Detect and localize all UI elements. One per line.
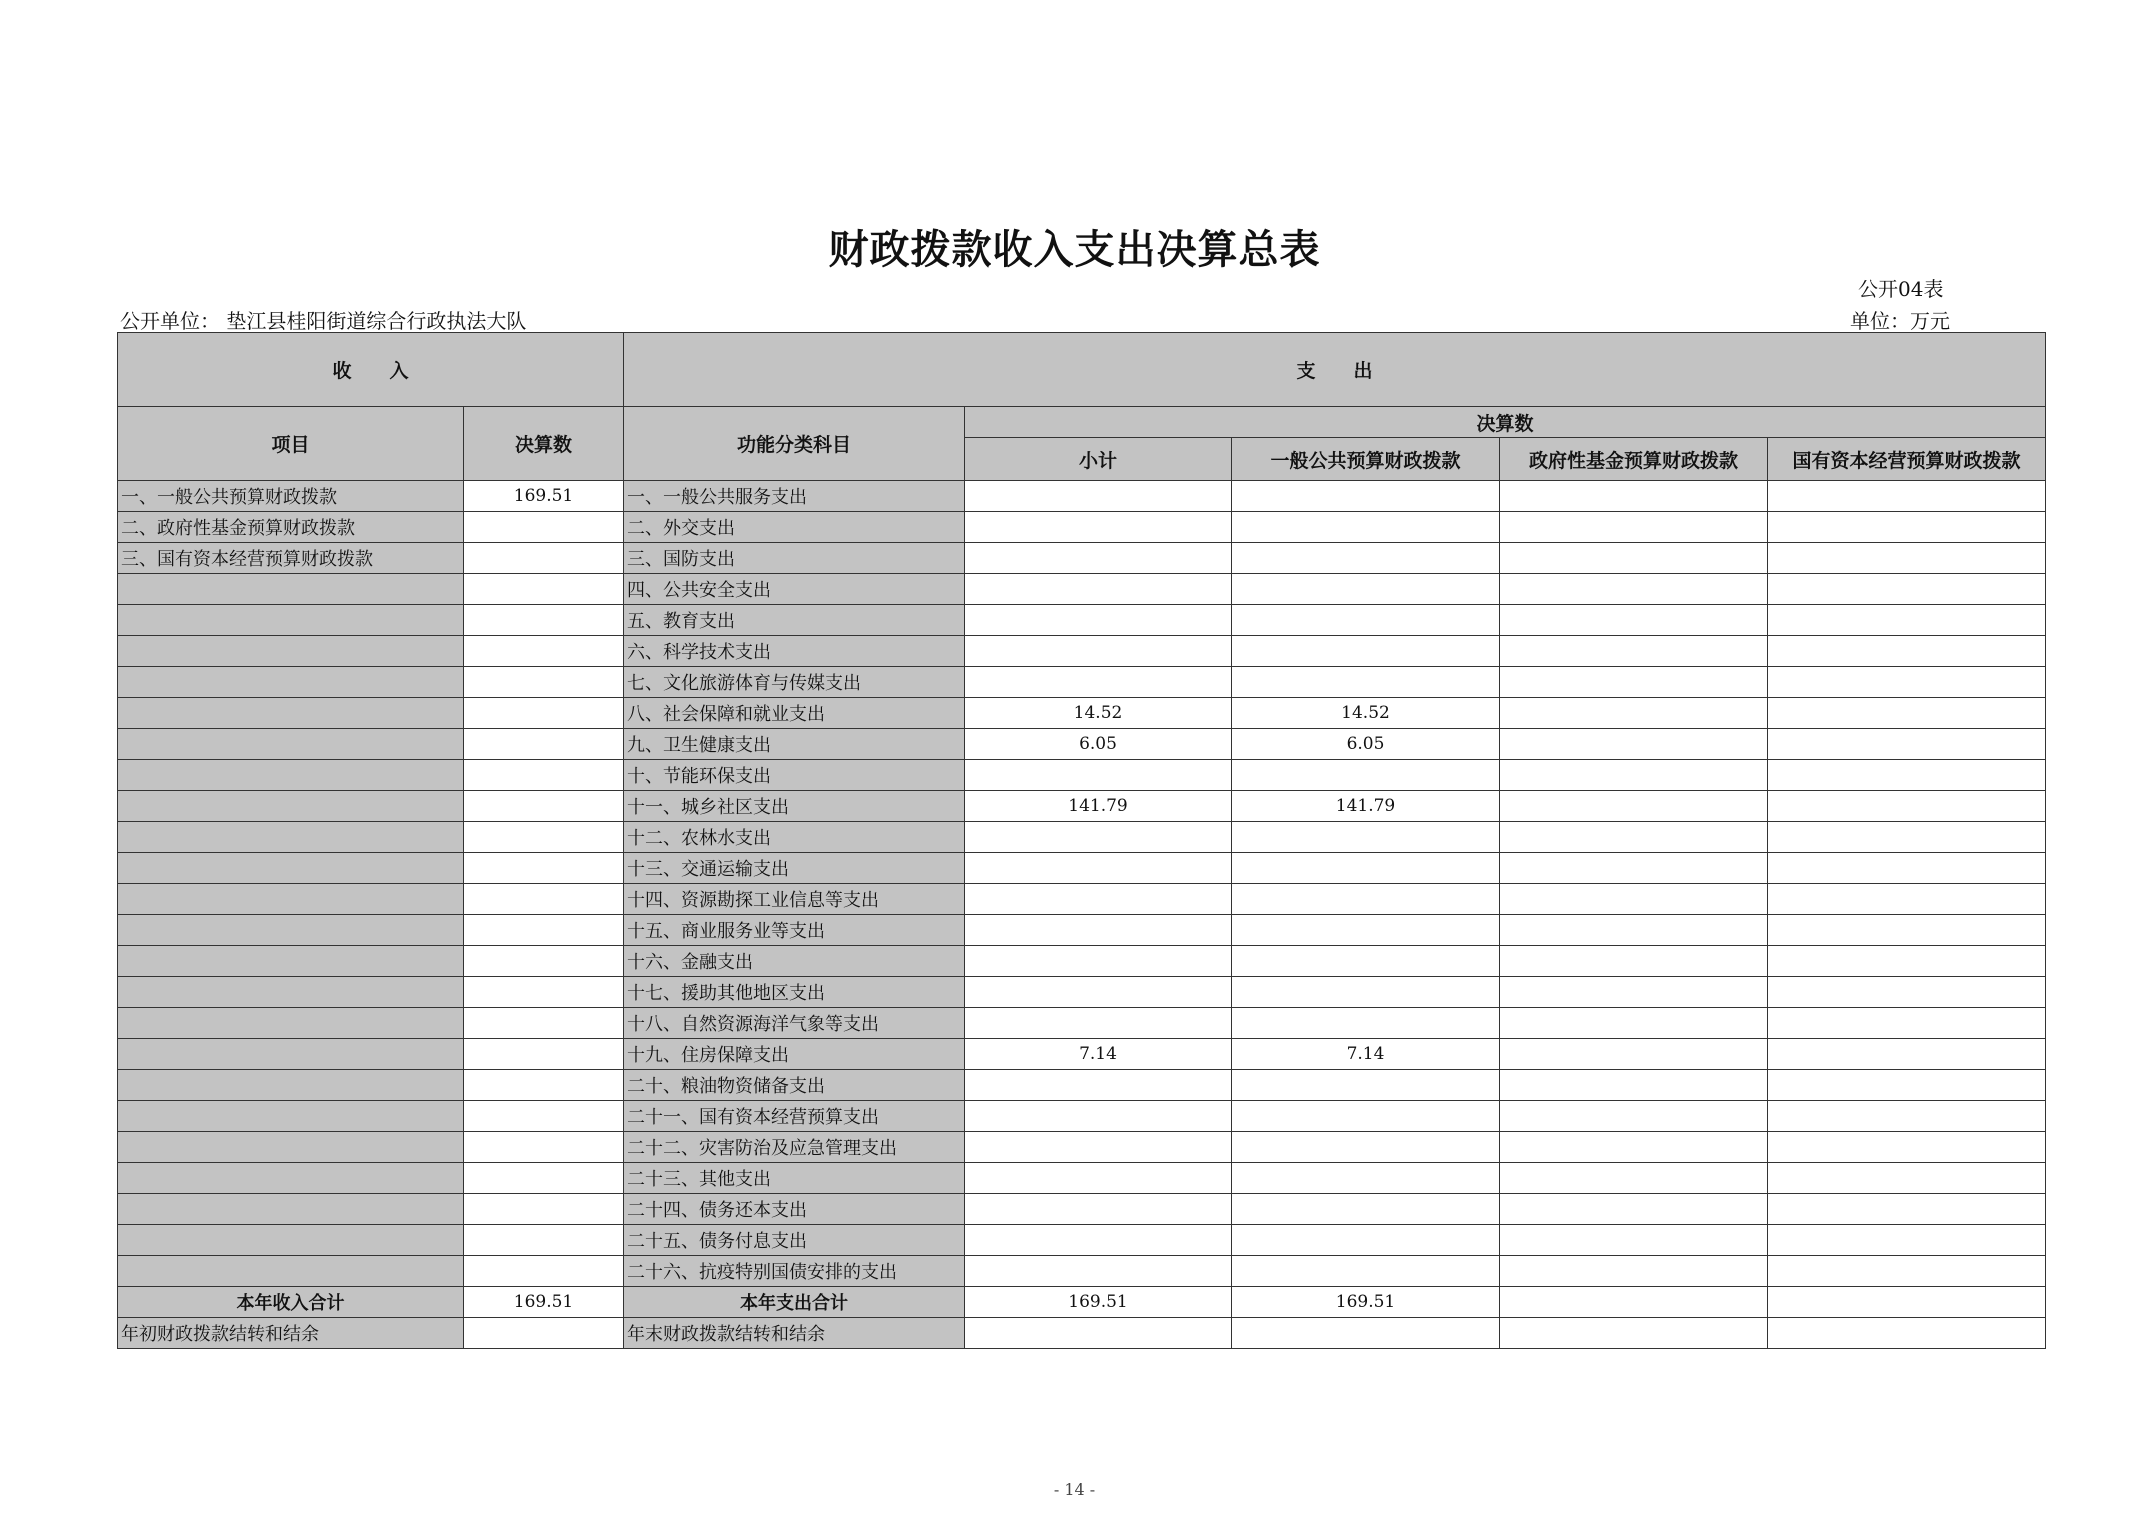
subtotal-cell — [965, 574, 1232, 605]
subtotal-cell: 6.05 — [965, 729, 1232, 760]
subtotal-cell — [965, 512, 1232, 543]
general-budget-cell — [1232, 1008, 1500, 1039]
income-item-cell — [118, 729, 464, 760]
table-body — [118, 481, 2046, 1349]
gov-fund-cell — [1500, 1225, 1768, 1256]
state-capital-cell — [1768, 1008, 2046, 1039]
opening-balance-label: 年初财政拨款结转和结余 — [118, 1318, 464, 1349]
subtotal-cell — [965, 884, 1232, 915]
table-row — [118, 1070, 2046, 1101]
table-row — [118, 1194, 2046, 1225]
expense-item-cell: 十六、金融支出 — [624, 946, 965, 977]
gov-fund-cell — [1500, 1256, 1768, 1287]
total-row — [118, 1287, 2046, 1318]
general-budget-cell — [1232, 1132, 1500, 1163]
income-amount-cell — [464, 1225, 624, 1256]
income-amount-cell — [464, 698, 624, 729]
subtotal-cell — [965, 1070, 1232, 1101]
gov-fund-cell — [1500, 1039, 1768, 1070]
opening-balance-amount — [464, 1318, 624, 1349]
gov-fund-cell — [1500, 946, 1768, 977]
expense-item-cell: 二十二、灾害防治及应急管理支出 — [624, 1132, 965, 1163]
general-budget-cell — [1232, 1101, 1500, 1132]
subtotal-cell — [965, 636, 1232, 667]
expense-item-cell: 十二、农林水支出 — [624, 822, 965, 853]
subtotal-cell — [965, 1008, 1232, 1039]
expense-item-cell: 二十五、债务付息支出 — [624, 1225, 965, 1256]
income-item-cell — [118, 1039, 464, 1070]
general-budget-cell: 141.79 — [1232, 791, 1500, 822]
table-row — [118, 698, 2046, 729]
table-row — [118, 667, 2046, 698]
gov-fund-cell — [1500, 667, 1768, 698]
subtotal-cell — [965, 760, 1232, 791]
table-row — [118, 760, 2046, 791]
income-item-cell — [118, 574, 464, 605]
subtotal-header: 小计 — [965, 438, 1232, 481]
expense-item-cell: 二十六、抗疫特别国债安排的支出 — [624, 1256, 965, 1287]
page-title: 财政拨款收入支出决算总表 — [828, 227, 1321, 273]
state-capital-cell — [1768, 1194, 2046, 1225]
general-budget-cell — [1232, 481, 1500, 512]
table-row — [118, 1132, 2046, 1163]
state-capital-cell — [1768, 636, 2046, 667]
income-amount-cell — [464, 1101, 624, 1132]
subtotal-cell — [965, 822, 1232, 853]
income-amount-cell — [464, 791, 624, 822]
gov-fund-cell — [1500, 543, 1768, 574]
expense-item-cell: 二十、粮油物资储备支出 — [624, 1070, 965, 1101]
expense-item-cell: 二、外交支出 — [624, 512, 965, 543]
gov-fund-cell — [1500, 977, 1768, 1008]
expense-item-cell: 十七、援助其他地区支出 — [624, 977, 965, 1008]
state-capital-header: 国有资本经营预算财政拨款 — [1768, 438, 2046, 481]
income-item-cell — [118, 1008, 464, 1039]
income-item-cell: 二、政府性基金预算财政拨款 — [118, 512, 464, 543]
income-item-cell — [118, 667, 464, 698]
state-capital-cell — [1768, 512, 2046, 543]
general-budget-cell — [1232, 1194, 1500, 1225]
income-amount-cell — [464, 1256, 624, 1287]
state-capital-cell — [1768, 915, 2046, 946]
table-row — [118, 605, 2046, 636]
state-capital-cell — [1768, 853, 2046, 884]
table-row — [118, 1225, 2046, 1256]
table-row — [118, 636, 2046, 667]
income-item-cell — [118, 698, 464, 729]
item-header: 项目 — [118, 407, 464, 481]
expense-item-cell: 七、文化旅游体育与传媒支出 — [624, 667, 965, 698]
subtotal-cell — [965, 667, 1232, 698]
state-capital-cell — [1768, 1039, 2046, 1070]
state-capital-cell — [1768, 698, 2046, 729]
subtotal-cell — [965, 1132, 1232, 1163]
income-item-cell — [118, 977, 464, 1008]
state-capital-cell — [1768, 760, 2046, 791]
income-item-cell — [118, 1256, 464, 1287]
income-amount-cell: 169.51 — [464, 481, 624, 512]
publishing-unit: 公开单位： 垫江县桂阳街道综合行政执法大队 — [120, 309, 527, 333]
income-item-cell — [118, 1225, 464, 1256]
table-row — [118, 574, 2046, 605]
general-budget-cell — [1232, 977, 1500, 1008]
table-row — [118, 915, 2046, 946]
gov-fund-cell — [1500, 636, 1768, 667]
general-budget-cell — [1232, 822, 1500, 853]
general-budget-cell — [1232, 946, 1500, 977]
state-capital-cell — [1768, 574, 2046, 605]
currency-unit: 单位：万元 — [1850, 309, 1950, 333]
income-amount-cell — [464, 946, 624, 977]
subtotal-cell — [965, 915, 1232, 946]
table-row — [118, 543, 2046, 574]
gov-fund-cell — [1500, 1132, 1768, 1163]
subtotal-cell: 7.14 — [965, 1039, 1232, 1070]
expense-item-cell: 二十三、其他支出 — [624, 1163, 965, 1194]
income-item-cell: 一、一般公共预算财政拨款 — [118, 481, 464, 512]
table-row — [118, 946, 2046, 977]
expense-item-cell: 十五、商业服务业等支出 — [624, 915, 965, 946]
income-item-cell — [118, 760, 464, 791]
gov-fund-cell — [1500, 822, 1768, 853]
state-capital-cell — [1768, 605, 2046, 636]
income-amount-cell — [464, 667, 624, 698]
general-budget-cell — [1232, 915, 1500, 946]
general-budget-cell — [1232, 884, 1500, 915]
subtotal-cell — [965, 946, 1232, 977]
closing-state-capital — [1768, 1318, 2046, 1349]
gov-fund-header: 政府性基金预算财政拨款 — [1500, 438, 1768, 481]
gov-fund-cell — [1500, 1163, 1768, 1194]
general-budget-header: 一般公共预算财政拨款 — [1232, 438, 1500, 481]
income-amount-cell — [464, 1070, 624, 1101]
income-amount-cell — [464, 1194, 624, 1225]
general-budget-cell — [1232, 1225, 1500, 1256]
total-income-amount: 169.51 — [464, 1287, 624, 1318]
general-budget-cell: 6.05 — [1232, 729, 1500, 760]
income-amount-cell — [464, 884, 624, 915]
income-amount-cell — [464, 636, 624, 667]
expense-item-cell: 三、国防支出 — [624, 543, 965, 574]
table-row — [118, 729, 2046, 760]
gov-fund-cell — [1500, 853, 1768, 884]
general-budget-cell — [1232, 543, 1500, 574]
table-row — [118, 1256, 2046, 1287]
general-budget-cell — [1232, 853, 1500, 884]
expense-item-cell: 五、教育支出 — [624, 605, 965, 636]
total-general: 169.51 — [1232, 1287, 1500, 1318]
subtotal-cell — [965, 1225, 1232, 1256]
gov-fund-cell — [1500, 698, 1768, 729]
income-amount-cell — [464, 822, 624, 853]
table-row — [118, 1008, 2046, 1039]
income-amount-cell — [464, 853, 624, 884]
general-budget-cell — [1232, 574, 1500, 605]
subtotal-cell — [965, 1101, 1232, 1132]
table-row — [118, 853, 2046, 884]
subtotal-cell: 141.79 — [965, 791, 1232, 822]
final-amount-header: 决算数 — [965, 407, 2046, 438]
income-amount-cell — [464, 605, 624, 636]
func-category-header: 功能分类科目 — [624, 407, 965, 481]
table-row — [118, 481, 2046, 512]
gov-fund-cell — [1500, 512, 1768, 543]
income-item-cell — [118, 791, 464, 822]
expense-item-cell: 二十一、国有资本经营预算支出 — [624, 1101, 965, 1132]
closing-balance-label: 年末财政拨款结转和结余 — [624, 1318, 965, 1349]
gov-fund-cell — [1500, 1008, 1768, 1039]
table-row — [118, 822, 2046, 853]
income-amount-cell — [464, 1039, 624, 1070]
general-budget-cell — [1232, 667, 1500, 698]
gov-fund-cell — [1500, 1194, 1768, 1225]
expense-item-cell: 二十四、债务还本支出 — [624, 1194, 965, 1225]
state-capital-cell — [1768, 1225, 2046, 1256]
income-item-cell — [118, 915, 464, 946]
table-row — [118, 977, 2046, 1008]
expense-item-cell: 十三、交通运输支出 — [624, 853, 965, 884]
table-row — [118, 884, 2046, 915]
gov-fund-cell — [1500, 574, 1768, 605]
income-item-cell — [118, 1070, 464, 1101]
subtotal-cell — [965, 853, 1232, 884]
budget-table — [117, 332, 2046, 1349]
general-budget-cell: 14.52 — [1232, 698, 1500, 729]
general-budget-cell — [1232, 512, 1500, 543]
table-row — [118, 1101, 2046, 1132]
income-item-cell — [118, 1163, 464, 1194]
state-capital-cell — [1768, 791, 2046, 822]
expense-item-cell: 八、社会保障和就业支出 — [624, 698, 965, 729]
income-amount-cell — [464, 543, 624, 574]
expense-item-cell: 十九、住房保障支出 — [624, 1039, 965, 1070]
income-amount-cell — [464, 760, 624, 791]
income-amount-cell — [464, 574, 624, 605]
expense-item-cell: 六、科学技术支出 — [624, 636, 965, 667]
closing-general — [1232, 1318, 1500, 1349]
income-item-cell — [118, 884, 464, 915]
gov-fund-cell — [1500, 760, 1768, 791]
subtotal-cell — [965, 1256, 1232, 1287]
subtotal-cell: 14.52 — [965, 698, 1232, 729]
table-row — [118, 512, 2046, 543]
gov-fund-cell — [1500, 884, 1768, 915]
state-capital-cell — [1768, 1101, 2046, 1132]
state-capital-cell — [1768, 977, 2046, 1008]
income-item-cell — [118, 1194, 464, 1225]
state-capital-cell — [1768, 543, 2046, 574]
general-budget-cell — [1232, 1256, 1500, 1287]
income-header: 收 入 — [118, 333, 624, 407]
income-item-cell — [118, 1101, 464, 1132]
general-budget-cell — [1232, 1163, 1500, 1194]
subtotal-cell — [965, 543, 1232, 574]
state-capital-cell — [1768, 884, 2046, 915]
state-capital-cell — [1768, 822, 2046, 853]
table-container — [117, 332, 2045, 1349]
income-amount-cell — [464, 512, 624, 543]
income-amount-cell — [464, 729, 624, 760]
general-budget-cell — [1232, 760, 1500, 791]
table-row — [118, 1039, 2046, 1070]
total-gov-fund — [1500, 1287, 1768, 1318]
gov-fund-cell — [1500, 481, 1768, 512]
subtotal-cell — [965, 977, 1232, 1008]
gov-fund-cell — [1500, 915, 1768, 946]
income-item-cell — [118, 605, 464, 636]
total-subtotal: 169.51 — [965, 1287, 1232, 1318]
expense-item-cell: 十八、自然资源海洋气象等支出 — [624, 1008, 965, 1039]
subtotal-cell — [965, 605, 1232, 636]
total-expense-label: 本年支出合计 — [624, 1287, 965, 1318]
total-income-label: 本年收入合计 — [118, 1287, 464, 1318]
table-row — [118, 791, 2046, 822]
general-budget-cell — [1232, 605, 1500, 636]
closing-subtotal — [965, 1318, 1232, 1349]
income-amount-cell — [464, 1163, 624, 1194]
state-capital-cell — [1768, 946, 2046, 977]
subtotal-cell — [965, 1194, 1232, 1225]
expense-item-cell: 十、节能环保支出 — [624, 760, 965, 791]
state-capital-cell — [1768, 1132, 2046, 1163]
subtotal-cell — [965, 1163, 1232, 1194]
balance-row — [118, 1318, 2046, 1349]
income-amount-cell — [464, 1008, 624, 1039]
income-item-cell: 三、国有资本经营预算财政拨款 — [118, 543, 464, 574]
income-amount-cell — [464, 977, 624, 1008]
closing-gov-fund — [1500, 1318, 1768, 1349]
income-item-cell — [118, 1132, 464, 1163]
income-item-cell — [118, 822, 464, 853]
gov-fund-cell — [1500, 605, 1768, 636]
state-capital-cell — [1768, 729, 2046, 760]
state-capital-cell — [1768, 1070, 2046, 1101]
gov-fund-cell — [1500, 791, 1768, 822]
expense-item-cell: 九、卫生健康支出 — [624, 729, 965, 760]
expense-item-cell: 十四、资源勘探工业信息等支出 — [624, 884, 965, 915]
gov-fund-cell — [1500, 1070, 1768, 1101]
form-number: 公开04表 — [1858, 277, 1944, 301]
state-capital-cell — [1768, 1163, 2046, 1194]
expense-item-cell: 一、一般公共服务支出 — [624, 481, 965, 512]
total-state-capital — [1768, 1287, 2046, 1318]
state-capital-cell — [1768, 481, 2046, 512]
expense-item-cell: 十一、城乡社区支出 — [624, 791, 965, 822]
state-capital-cell — [1768, 667, 2046, 698]
gov-fund-cell — [1500, 729, 1768, 760]
income-item-cell — [118, 853, 464, 884]
expense-header: 支 出 — [624, 333, 2046, 407]
general-budget-cell — [1232, 636, 1500, 667]
income-item-cell — [118, 946, 464, 977]
table-row — [118, 1163, 2046, 1194]
expense-item-cell: 四、公共安全支出 — [624, 574, 965, 605]
income-amount-cell — [464, 1132, 624, 1163]
state-capital-cell — [1768, 1256, 2046, 1287]
gov-fund-cell — [1500, 1101, 1768, 1132]
general-budget-cell — [1232, 1070, 1500, 1101]
income-item-cell — [118, 636, 464, 667]
page-number: - 14 - — [1053, 1480, 1096, 1499]
general-budget-cell: 7.14 — [1232, 1039, 1500, 1070]
subtotal-cell — [965, 481, 1232, 512]
amount-header: 决算数 — [464, 407, 624, 481]
income-amount-cell — [464, 915, 624, 946]
